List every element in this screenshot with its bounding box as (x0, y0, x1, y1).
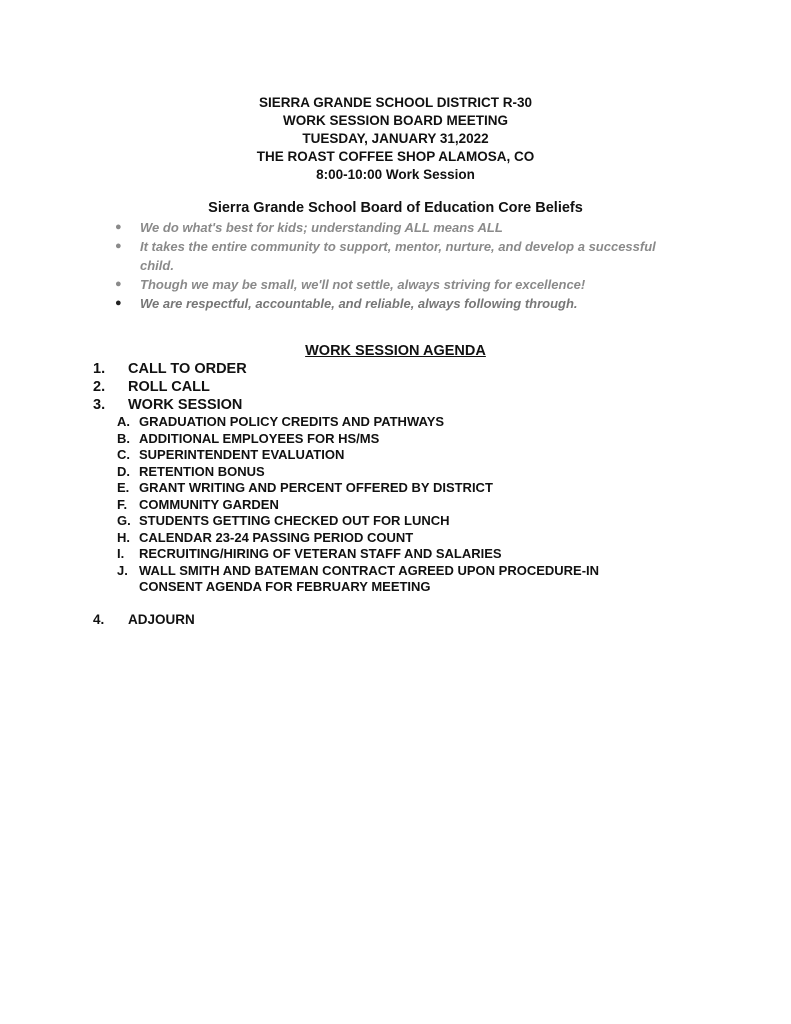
subitem (117, 497, 599, 514)
belief-text: We do what's best for kids; understanding ALL means ALL (140, 220, 503, 235)
subitem (117, 480, 599, 497)
subitem-letter: B. (117, 430, 130, 446)
agenda-list (93, 360, 599, 596)
belief-item (115, 294, 675, 313)
meeting-type: WORK SESSION BOARD MEETING (282, 113, 508, 128)
subitem (117, 530, 599, 547)
agenda-item (93, 360, 599, 378)
agenda-item-number: 1. (93, 361, 106, 377)
meeting-date: TUESDAY, JANUARY 31,2022 (302, 131, 489, 146)
subitem (117, 563, 599, 596)
agenda-title: WORK SESSION AGENDA (305, 343, 486, 359)
belief-item (115, 237, 675, 275)
subitem-letter: F. (117, 496, 128, 512)
subitem-label: RECRUITING/HIRING OF VETERAN STAFF AND SALARIES (139, 546, 502, 561)
subitem-label-continuation: CONSENT AGENDA FOR FEBRUARY MEETING (139, 579, 431, 594)
belief-text: We are respectful, accountable, and reliable, always following through. (140, 296, 578, 311)
subitem-letter: E. (117, 480, 130, 495)
bullet-icon: ● (115, 278, 122, 290)
belief-item (115, 275, 675, 294)
subitem (117, 431, 599, 448)
belief-text: It takes the entire community to support, mentor, nurture, and develop a successful child. (140, 239, 656, 273)
belief-text: Though we may be small, we'll not settle, always striving for excellence! (140, 277, 586, 292)
meeting-location: THE ROAST COFFEE SHOP ALAMOSA, CO (256, 149, 535, 164)
subitem-letter: C. (117, 447, 130, 462)
subitem-label: STUDENTS GETTING CHECKED OUT FOR LUNCH (139, 513, 450, 528)
core-beliefs-title: Sierra Grande School Board of Education Core Beliefs (208, 200, 583, 216)
bullet-icon: ● (115, 297, 122, 309)
subitem-label: RETENTION BONUS (139, 463, 265, 479)
agenda-item-label: WORK SESSION (128, 397, 243, 413)
subitem-letter: H. (117, 529, 130, 545)
belief-item (115, 218, 675, 237)
subitem (117, 447, 599, 464)
subitem-letter: I. (117, 546, 125, 561)
subitem (117, 546, 599, 563)
subitem-label: COMMUNITY GARDEN (139, 496, 279, 512)
subitem-label: SUPERINTENDENT EVALUATION (139, 447, 345, 462)
subitem-letter: J. (117, 562, 128, 578)
subitem-letter: A. (117, 414, 130, 429)
agenda-item-number: 2. (93, 379, 106, 395)
subitem-label: GRADUATION POLICY CREDITS AND PATHWAYS (139, 414, 445, 429)
agenda-item-number: 3. (93, 397, 106, 413)
agenda-item-label: CALL TO ORDER (128, 361, 247, 377)
subitem-label: CALENDAR 23-24 PASSING PERIOD COUNT (139, 529, 414, 545)
bullet-icon: ● (115, 221, 122, 233)
subitem-label: GRANT WRITING AND PERCENT OFFERED BY DISTRICT (139, 480, 493, 495)
agenda-item-number: 4. (93, 612, 105, 627)
work-session-sublist (93, 414, 599, 596)
subitem (117, 464, 599, 481)
subitem-letter: G. (117, 513, 131, 528)
subitem-letter: D. (117, 463, 130, 479)
subitem-label: ADDITIONAL EMPLOYEES FOR HS/MS (139, 430, 380, 446)
core-beliefs-list (115, 218, 675, 313)
agenda-item-label: ADJOURN (128, 612, 195, 627)
meeting-time: 8:00-10:00 Work Session (316, 167, 475, 182)
subitem-label: WALL SMITH AND BATEMAN CONTRACT AGREED UPON PROCEDURE-IN (139, 562, 600, 578)
meeting-header (0, 94, 791, 184)
agenda-item (93, 378, 599, 396)
subitem (117, 414, 599, 431)
agenda-item-label: ROLL CALL (128, 379, 210, 395)
bullet-icon: ● (115, 240, 122, 252)
subitem (117, 513, 599, 530)
agenda-item (93, 396, 599, 596)
agenda-item-adjourn (93, 611, 195, 629)
district-name: SIERRA GRANDE SCHOOL DISTRICT R-30 (258, 95, 533, 110)
